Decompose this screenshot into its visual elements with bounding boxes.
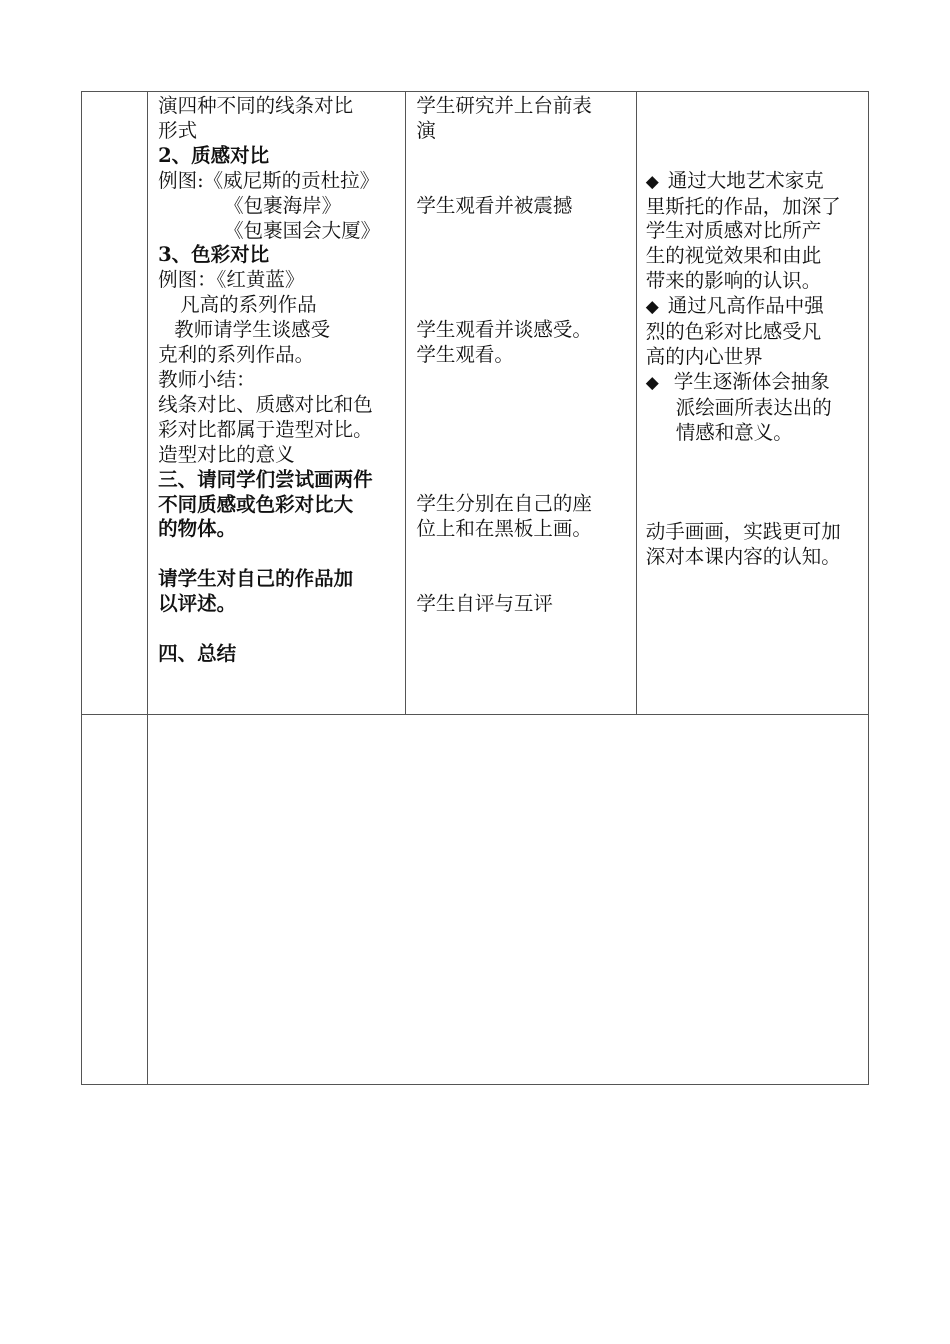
blank-line	[416, 293, 629, 318]
student-line: 学生研究并上台前表	[416, 94, 592, 117]
table-row	[82, 715, 869, 1085]
content-line: 教师小结：	[158, 367, 256, 391]
content-line: 线条对比、质感对比和色	[158, 392, 373, 416]
content-line: 造型对比的意义	[158, 442, 295, 466]
content-line: 《包裹海岸》	[224, 193, 342, 217]
intent-line: 里斯托的作品，加深了	[645, 194, 841, 218]
intent-text: 学生逐渐体会抽象	[673, 369, 830, 393]
blank-line	[646, 446, 862, 471]
intent-bullet	[646, 169, 862, 195]
blank-line	[416, 268, 629, 293]
content-line: 的物体。	[158, 517, 237, 541]
content-line: 《包裹国会大厦》	[224, 218, 381, 242]
student-line: 学生分别在自己的座	[416, 492, 592, 516]
intent-text: 通过大地艺术家克	[667, 168, 824, 192]
teaching-content-cell	[148, 92, 406, 715]
student-line: 演	[416, 118, 436, 142]
intent-line: 深对本课内容的认知。	[645, 545, 841, 569]
blank-line	[646, 471, 862, 496]
intent-bullet	[646, 370, 862, 396]
intent-line: 生的视觉效果和由此	[645, 244, 822, 268]
blank-line	[416, 144, 629, 169]
stage-cell	[82, 715, 148, 1085]
blank-line	[158, 617, 399, 642]
section-heading-texture: 2、质感对比	[158, 143, 270, 167]
student-activity-cell	[406, 92, 636, 715]
student-line: 学生观看并被震撼	[416, 193, 573, 217]
intent-line: 带来的影响的认识。	[645, 269, 822, 293]
content-line: 演四种不同的线条对比	[158, 94, 354, 117]
blank-line	[416, 567, 629, 592]
blank-line	[646, 144, 862, 169]
stage-cell	[82, 92, 148, 715]
content-line: 彩对比都属于造型对比。	[158, 417, 373, 441]
diamond-bullet-icon: ◆	[645, 297, 659, 318]
student-line: 学生观看并谈感受。	[416, 318, 592, 342]
diamond-bullet-icon: ◆	[645, 171, 659, 192]
content-line: 凡高的系列作品	[180, 293, 317, 317]
blank-line	[416, 219, 629, 244]
lesson-plan-table	[81, 91, 869, 1085]
section-heading-practice: 三、请同学们尝试画两件	[158, 467, 373, 491]
student-line: 学生观看。	[416, 342, 514, 366]
intent-text: 通过凡高作品中强	[667, 294, 824, 318]
content-line: 不同质感或色彩对比大	[158, 492, 354, 516]
diamond-bullet-icon: ◆	[645, 372, 659, 393]
blank-line	[416, 393, 629, 418]
intent-line: 动手画画，实践更可加	[645, 520, 841, 544]
intent-line: 烈的色彩对比感受凡	[645, 320, 822, 344]
blank-line	[646, 119, 862, 144]
content-line: 例图：《红黄蓝》	[158, 268, 305, 292]
intent-bullet	[646, 294, 862, 320]
design-intent-cell	[636, 92, 868, 715]
intent-line: 情感和意义。	[675, 420, 793, 444]
content-line: 克利的系列作品。	[158, 343, 315, 367]
content-line: 请学生对自己的作品加	[158, 567, 354, 591]
reflection-cell	[148, 715, 869, 1085]
blank-line	[416, 169, 629, 194]
content-line: 形式	[158, 118, 198, 142]
intent-line: 派绘画所表达出的	[675, 395, 832, 419]
content-line: 以评述。	[158, 592, 237, 616]
blank-line	[416, 467, 629, 492]
blank-line	[646, 94, 862, 119]
intent-line: 高的内心世界	[645, 345, 763, 369]
blank-line	[416, 368, 629, 393]
table-row	[82, 92, 869, 715]
student-line: 学生自评与互评	[416, 591, 553, 615]
student-line: 位上和在黑板上画。	[416, 517, 592, 541]
blank-line	[416, 443, 629, 468]
blank-line	[416, 243, 629, 268]
intent-line: 学生对质感对比所产	[645, 219, 822, 243]
blank-line	[416, 542, 629, 567]
blank-line	[158, 542, 399, 567]
section-heading-color: 3、色彩对比	[158, 243, 270, 267]
blank-line	[646, 495, 862, 520]
content-line: 教师请学生谈感受	[174, 318, 331, 342]
section-heading-summary: 四、总结	[158, 641, 237, 665]
blank-line	[416, 418, 629, 443]
content-line: 例图:《威尼斯的贡杜拉》	[158, 168, 380, 192]
